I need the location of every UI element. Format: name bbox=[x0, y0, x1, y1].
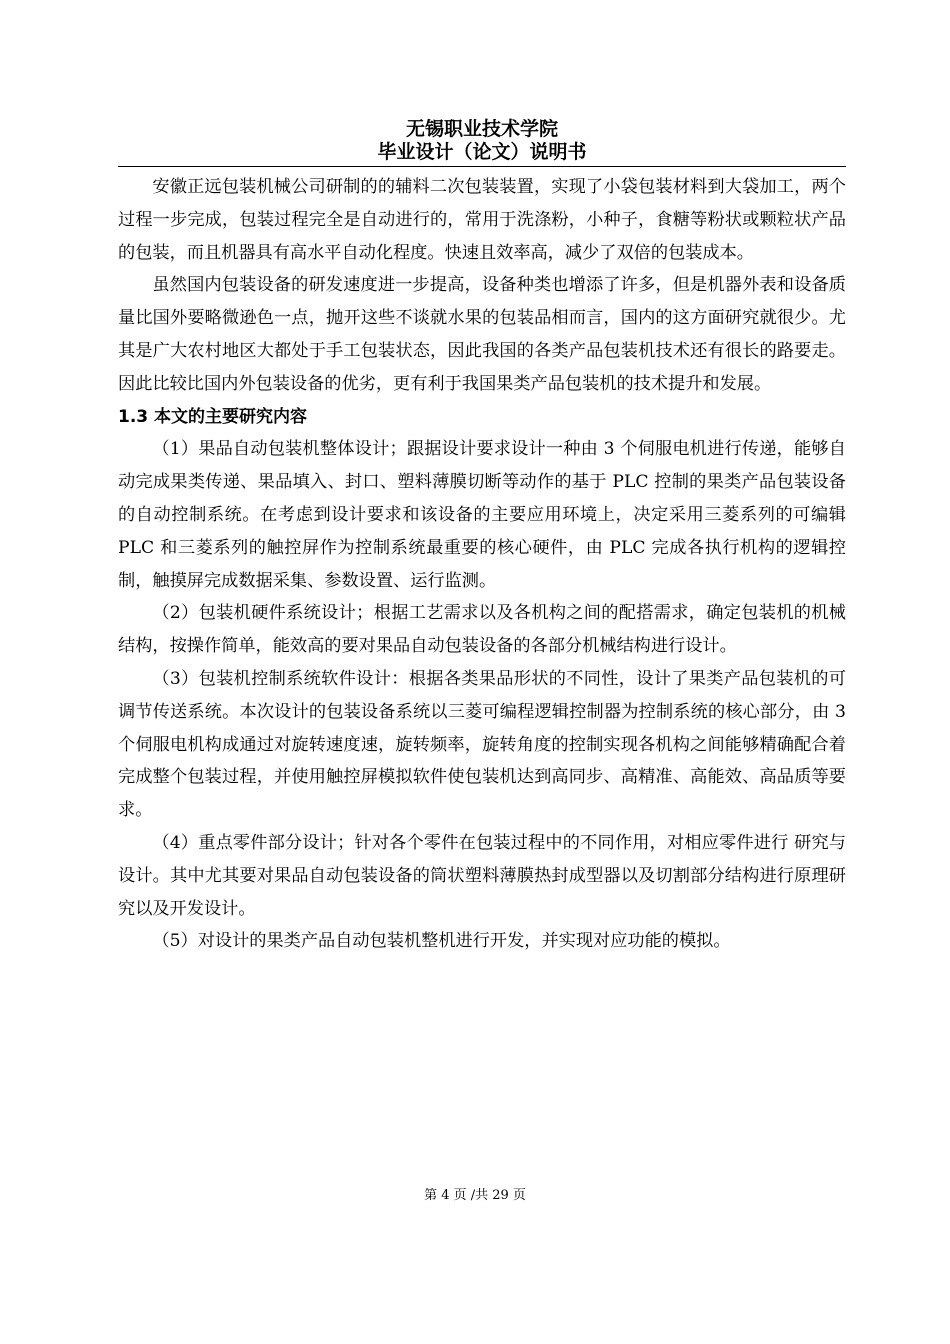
paragraph-intro-2: 虽然国内包装设备的研发速度进一步提高，设备种类也增添了许多，但是机器外表和设备质量比国外要略微逊色一点，抛开这些不谈就水果的包装品相而言，国内的这方面研究就很少。尤其是广大农村地区大都处于手工包装状态，因此我国的各类产品包装机技术还有很长的路要走。因此比较比国内外包装设备的优劣，更有利于我国果类产品包装机的技术提升和发展。 bbox=[118, 275, 846, 394]
section-heading: 1.3 本文的主要研究内容 bbox=[118, 406, 308, 427]
research-item-4: （4）重点零件部分设计；针对各个零件在包装过程中的不同作用，对相应零件进行 研究与设计。其中尤其要对果品自动包装设备的筒状塑料薄膜热封成型器以及切割部分结构进行原理研究以及开发设计。 bbox=[118, 832, 846, 919]
research-item-3: （3）包装机控制系统软件设计：根据各类果品形状的不同性，设计了果类产品包装机的可调节传送系统。本次设计的包装设备系统以三菱可编程逻辑控制器为控制系统的核心部分，由 3 个伺服电机构成通过对旋转速度速，旋转频率，旋转角度的控制实现各机构之间能够精确配合着完成整个包装过程，并使用触控屏模拟软件使包装机达到高同步、高精准、高能效、高品质等要求。 bbox=[118, 668, 846, 821]
research-item-1: （1）果品自动包装机整体设计；跟据设计要求设计一种由 3 个伺服电机进行传递，能够自动完成果类传递、果品填入、封口、塑料薄膜切断等动作的基于 PLC 控制的果类产品包装设备的自动控制系统。在考虑到设计要求和该设备的主要应用环境上，决定采用三菱系列的可编辑 PLC 和三菱系列的触控屏作为控制系统最重要的核心硬件，由 PLC 完成各执行机构的逻辑控制，触摸屏完成数据采集、参数设置、运行监测。 bbox=[118, 439, 846, 591]
document-title: 毕业设计（论文）说明书 bbox=[377, 141, 587, 163]
page-number: 第 4 页 /共 29 页 bbox=[424, 1188, 526, 1203]
header-divider bbox=[118, 166, 846, 167]
paragraph-intro-1: 安徽正远包装机械公司研制的的辅料二次包装装置，实现了小袋包装材料到大袋加工，两个过程一步完成，包装过程完全是自动进行的，常用于洗涤粉，小种子，食糖等粉状或颗粒状产品的包装，而且机器具有高水平自动化程度。快速且效率高，减少了双倍的包装成本。 bbox=[118, 177, 846, 263]
body-text bbox=[118, 171, 846, 958]
research-item-5: （5）对设计的果类产品自动包装机整机进行开发，并实现对应功能的模拟。 bbox=[152, 931, 731, 952]
research-item-2: （2）包装机硬件系统设计；根据工艺需求以及各机构之间的配搭需求，确定包装机的机械结构，按操作简单，能效高的要对果品自动包装设备的各部分机械结构进行设计。 bbox=[118, 603, 846, 657]
page-header bbox=[118, 118, 846, 164]
school-name: 无锡职业技术学院 bbox=[405, 118, 558, 140]
